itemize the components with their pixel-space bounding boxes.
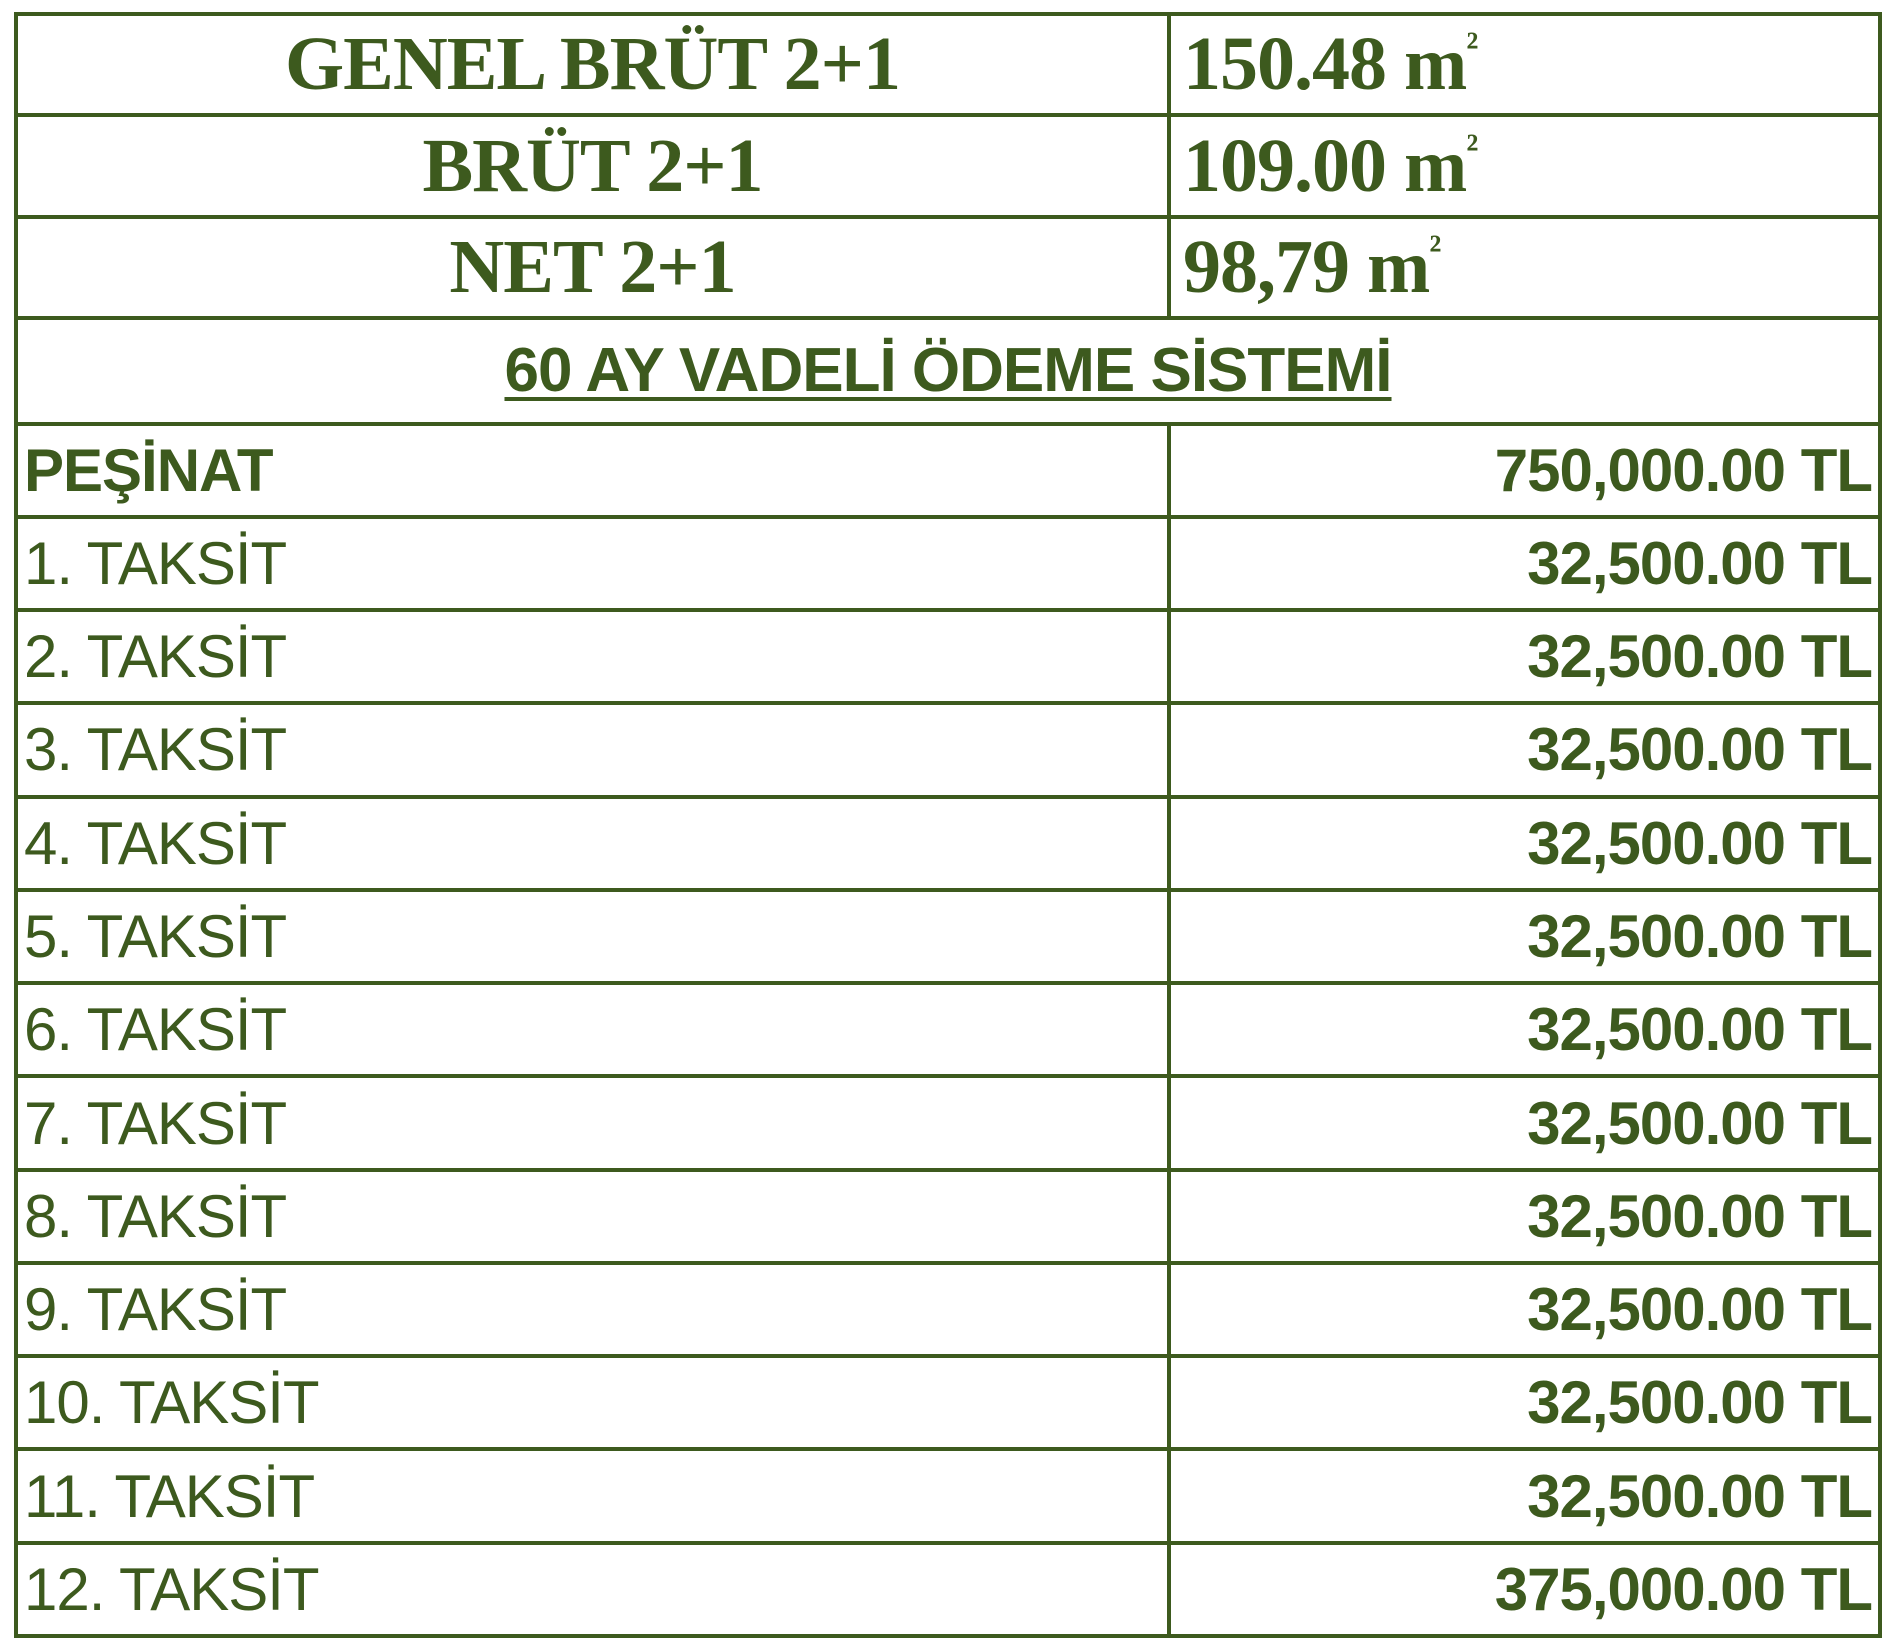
payment-label: PEŞİNAT <box>18 424 1169 517</box>
payment-label: 12. TAKSİT <box>18 1543 1169 1634</box>
payment-amount: 32,500.00 TL <box>1169 797 1878 890</box>
area-value <box>1169 217 1878 318</box>
payment-amount: 375,000.00 TL <box>1169 1543 1878 1634</box>
payment-row-final <box>18 1543 1878 1634</box>
payment-amount: 32,500.00 TL <box>1169 1263 1878 1356</box>
payment-row <box>18 610 1878 703</box>
area-row-gross <box>18 115 1878 216</box>
area-label: BRÜT 2+1 <box>18 115 1169 216</box>
area-value-number: 109.00 m <box>1183 123 1467 208</box>
payment-amount: 750,000.00 TL <box>1169 424 1878 517</box>
area-unit-superscript: ² <box>1466 23 1478 69</box>
area-value-number: 98,79 m <box>1183 224 1430 309</box>
plan-title-cell <box>18 318 1878 423</box>
payment-label: 7. TAKSİT <box>18 1076 1169 1169</box>
price-list-table <box>18 16 1878 1634</box>
area-row-net <box>18 217 1878 318</box>
payment-row <box>18 797 1878 890</box>
plan-title-row <box>18 318 1878 423</box>
payment-row <box>18 983 1878 1076</box>
payment-amount: 32,500.00 TL <box>1169 1449 1878 1542</box>
payment-row <box>18 703 1878 796</box>
payment-amount: 32,500.00 TL <box>1169 703 1878 796</box>
payment-row <box>18 1449 1878 1542</box>
payment-row <box>18 1076 1878 1169</box>
area-unit-superscript: ² <box>1429 225 1441 271</box>
price-list-table-frame <box>14 12 1882 1638</box>
payment-row <box>18 890 1878 983</box>
payment-row <box>18 517 1878 610</box>
payment-amount: 32,500.00 TL <box>1169 517 1878 610</box>
payment-label: 4. TAKSİT <box>18 797 1169 890</box>
payment-label: 11. TAKSİT <box>18 1449 1169 1542</box>
payment-label: 10. TAKSİT <box>18 1356 1169 1449</box>
payment-row-down-payment <box>18 424 1878 517</box>
payment-row <box>18 1170 1878 1263</box>
payment-label: 9. TAKSİT <box>18 1263 1169 1356</box>
area-value <box>1169 115 1878 216</box>
payment-amount: 32,500.00 TL <box>1169 610 1878 703</box>
area-unit-superscript: ² <box>1466 124 1478 170</box>
payment-label: 5. TAKSİT <box>18 890 1169 983</box>
payment-amount: 32,500.00 TL <box>1169 890 1878 983</box>
payment-label: 6. TAKSİT <box>18 983 1169 1076</box>
area-value-number: 150.48 m <box>1183 22 1467 107</box>
area-value <box>1169 16 1878 115</box>
payment-label: 3. TAKSİT <box>18 703 1169 796</box>
payment-row <box>18 1263 1878 1356</box>
payment-amount: 32,500.00 TL <box>1169 1356 1878 1449</box>
payment-label: 2. TAKSİT <box>18 610 1169 703</box>
area-label: NET 2+1 <box>18 217 1169 318</box>
plan-title: 60 AY VADELİ ÖDEME SİSTEMİ <box>504 336 1392 406</box>
payment-amount: 32,500.00 TL <box>1169 1170 1878 1263</box>
payment-label: 1. TAKSİT <box>18 517 1169 610</box>
payment-label: 8. TAKSİT <box>18 1170 1169 1263</box>
payment-row <box>18 1356 1878 1449</box>
area-row-gross-total <box>18 16 1878 115</box>
payment-amount: 32,500.00 TL <box>1169 1076 1878 1169</box>
area-label: GENEL BRÜT 2+1 <box>18 16 1169 115</box>
payment-amount: 32,500.00 TL <box>1169 983 1878 1076</box>
